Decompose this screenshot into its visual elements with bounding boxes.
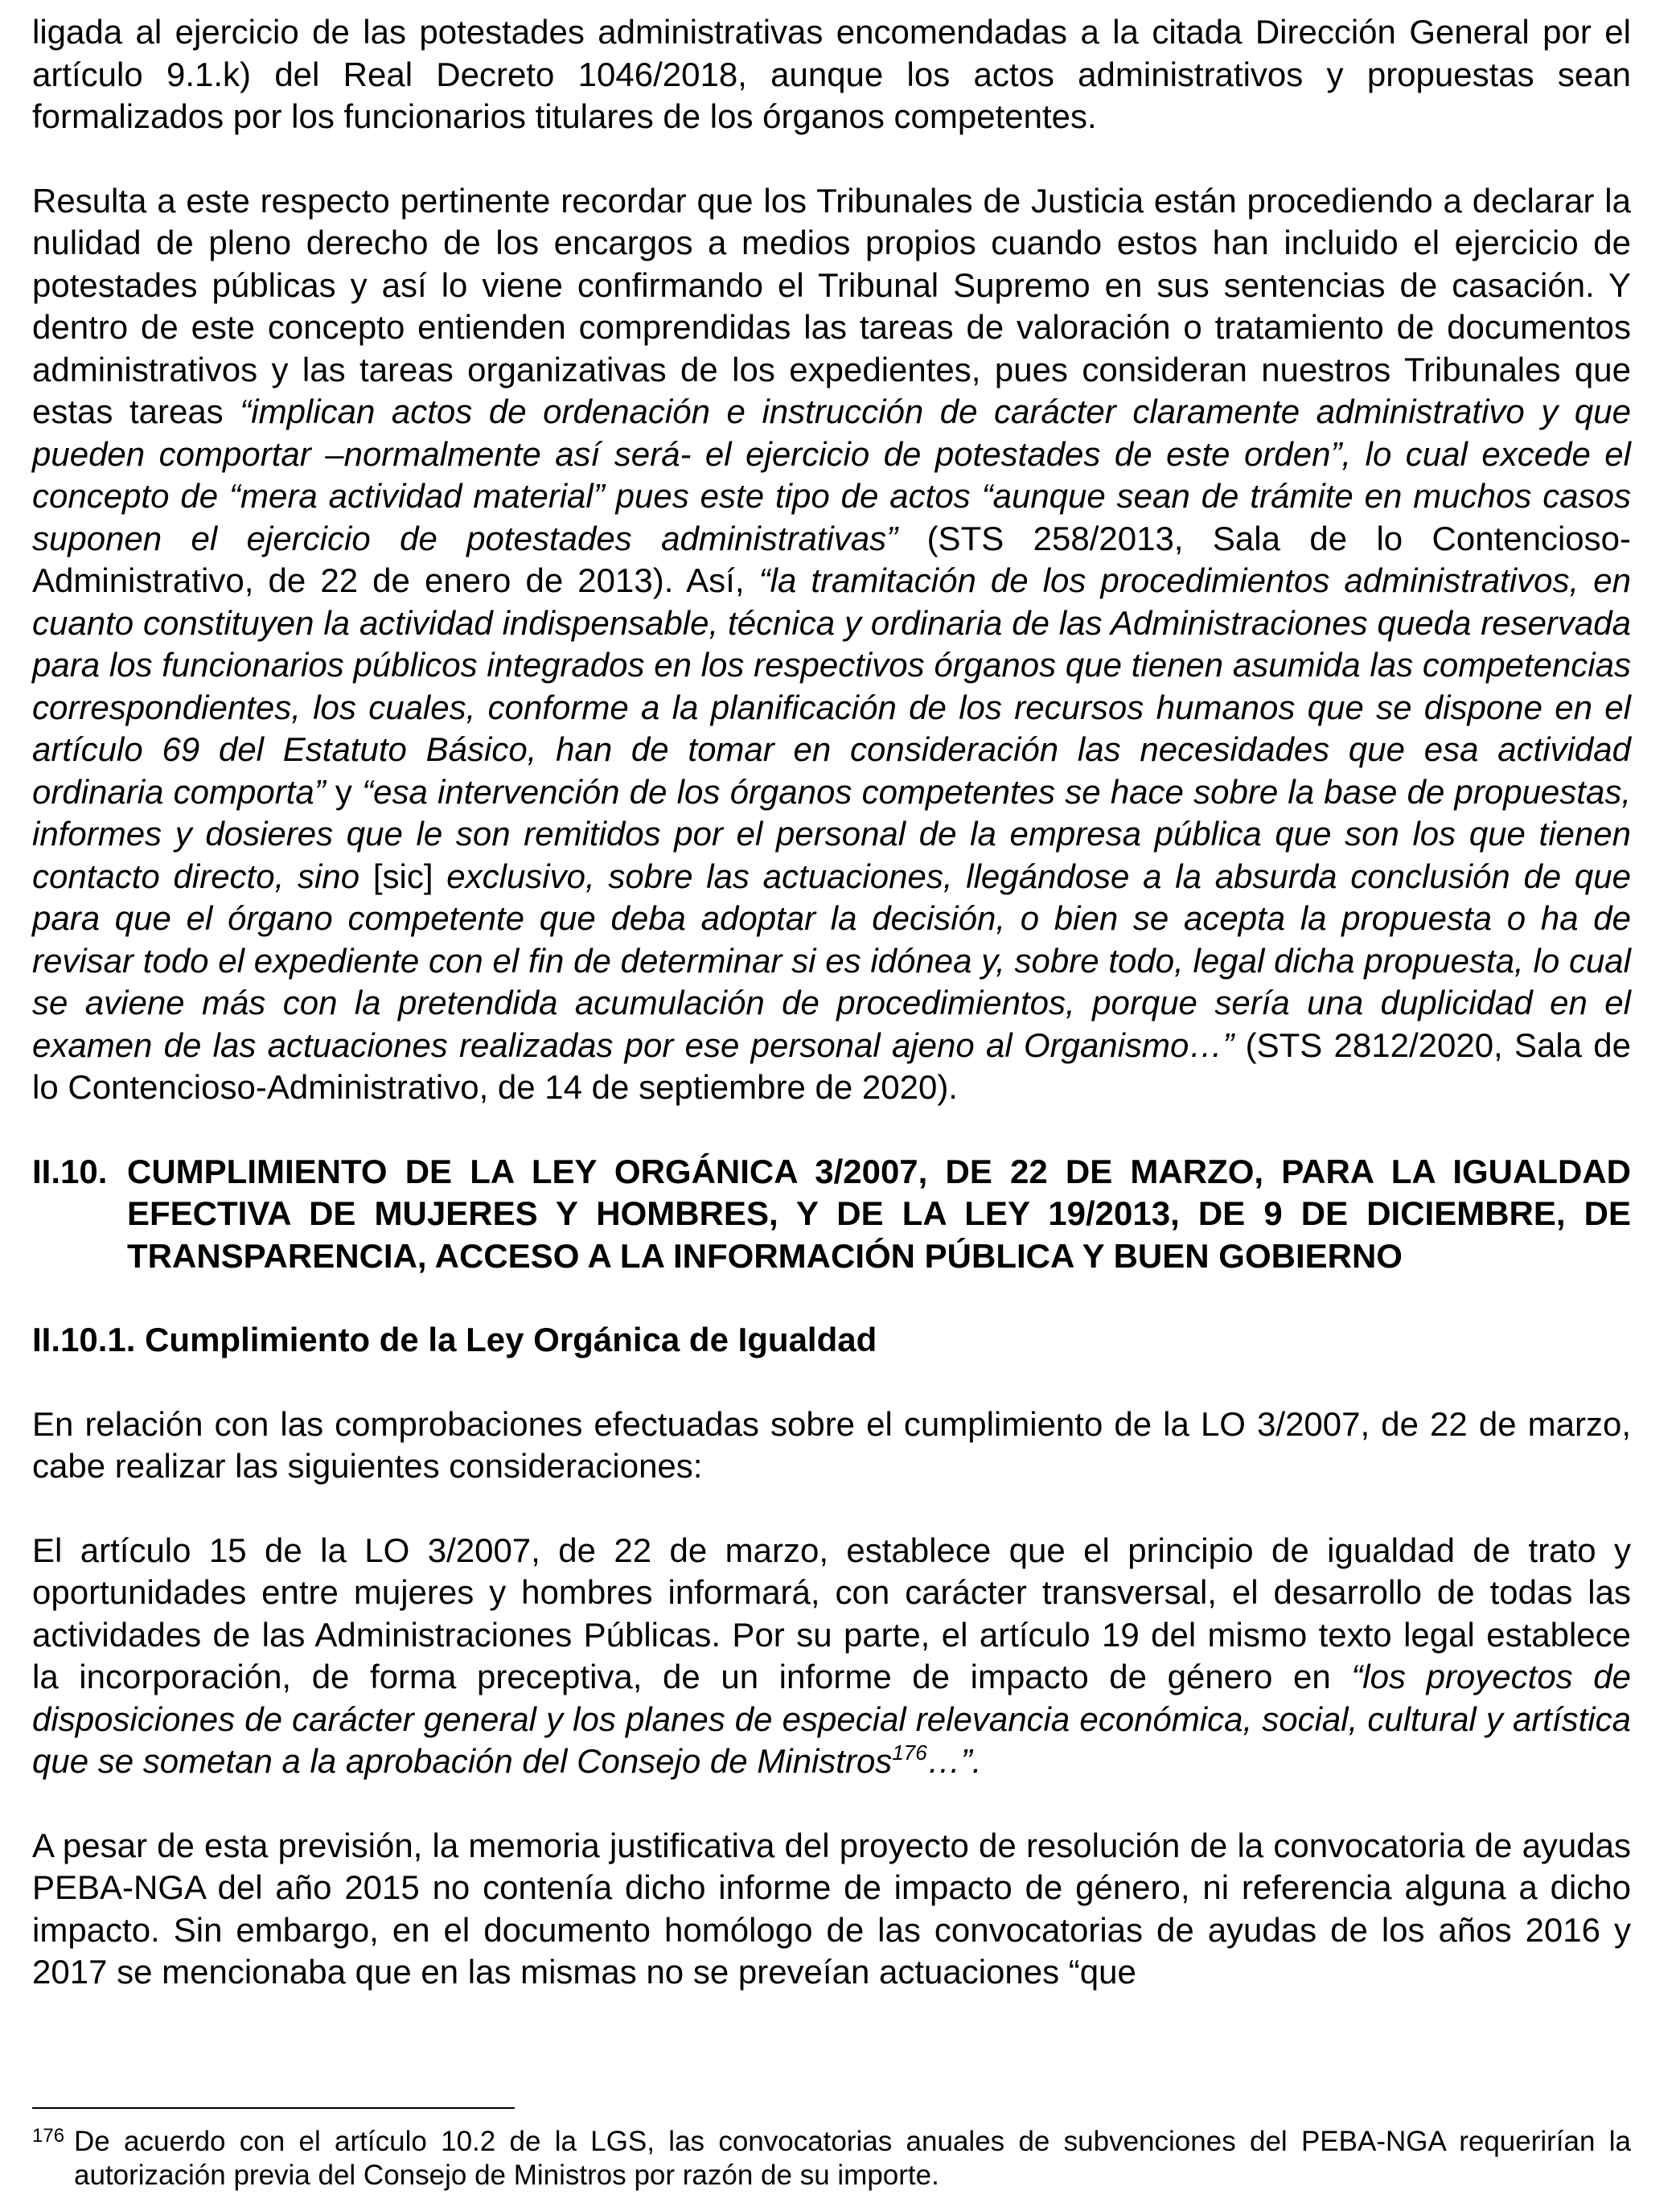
- footnote-mark: 176: [32, 2125, 65, 2147]
- section-title: CUMPLIMIENTO DE LA LEY ORGÁNICA 3/2007, DE 22 DE MARZO, PARA LA IGUALDAD EFECTIVA DE MUJERES Y HOMBRES, Y DE LA LEY 19/2013, DE 9 DE DICIEMBRE, DE TRANSPARENCIA, ACCESO A LA INFORMACIÓN PÚBLICA Y BUEN GOBIERNO: [127, 1152, 1631, 1275]
- article-19-quote-text: “los proyectos de disposiciones de carácter general y los planes de especial relevancia económica, social, cultural y artística que se sometan a la aprobación del Consejo de Ministros: [32, 1658, 1631, 1780]
- case-law-citation-2: (STS 2812/2020, Sala de lo Contencioso-Administrativo, de 14 de septiembre de 2020).: [32, 1025, 1632, 1106]
- footnote-reference: 176: [892, 1740, 927, 1765]
- footnote-text: De acuerdo con el artículo 10.2 de la LGS, las convocatorias anuales de subvenciones del PEBA-NGA requerirían la autorización previa del Consejo de Ministros por razón de su importe.: [74, 2126, 1631, 2191]
- subsection-heading: II.10.1. Cumplimiento de la Ley Orgánica de Igualdad: [32, 1321, 877, 1358]
- case-law-quote-2: “la tramitación de los procedimientos administrativos, en cuanto constituyen la actividad indispensable, técnica y ordinaria de las Administraciones queda reservada para los funcionarios públicos integrados en los respectivos órganos que tienen asumida las competencias correspondientes, los cuales, conforme a la planificación de los recursos humanos que se dispone en el artículo 69 del Estatuto Básico, han de tomar en consideración las necesidades que esa actividad ordinaria comporta”: [32, 561, 1631, 811]
- footnote-separator: [32, 2107, 515, 2109]
- case-law-quote-3: “esa intervención de los órganos competentes se hace sobre la base de propuestas, informes y dosieres que le son remitidos por el personal de la empresa pública que son los que tienen contacto directo, sino: [32, 772, 1631, 895]
- case-law-quote-4: exclusivo, sobre las actuaciones, llegándose a la absurda conclusión de que para que el órgano competente que deba adoptar la decisión, o bien se acepta la propuesta o ha de revisar todo el expediente con el fin de determinar si es idónea y, sobre todo, legal dicha propuesta, lo cual se aviene más con la pretendida acumulación de procedimientos, porque sería una duplicidad en el examen de las actuaciones realizadas por ese personal ajeno al Organismo…”: [32, 857, 1631, 1064]
- paragraph-peba-nga: A pesar de esta previsión, la memoria justificativa del proyecto de resolución de la convocatoria de ayudas PEBA-NGA del año 2015 no contenía dicho informe de impacto de género, ni referencia alguna a dicho impacto. Sin embargo, en el documento homólogo de las convocatorias de ayudas de los años 2016 y 2017 se mencionaba que en las mismas no se preveían actuaciones “que: [32, 1826, 1631, 1991]
- paragraph-case-law: [32, 180, 1631, 1109]
- case-law-text-1: Resulta a este respecto pertinente recordar que los Tribunales de Justicia están procediendo a declarar la nulidad de pleno derecho de los encargos a medios propios cuando estos han incluido el ejercicio de potestades públicas y así lo viene confirmando el Tribunal Supremo en sus sentencias de casación. Y dentro de este concepto entienden comprendidas las tareas de valoración o tratamiento de documentos administrativos y las tareas organizativas de los expedientes, pues consideran nuestros Tribunales que estas tareas: [32, 181, 1631, 430]
- article-15-text: El artículo 15 de la LO 3/2007, de 22 de marzo, establece que el principio de igualdad de trato y oportunidades entre mujeres y hombres informará, con carácter transversal, el desarrollo de todas las actividades de las Administraciones Públicas. Por su parte, el artículo 19 del mismo texto legal establece la incorporación, de forma preceptiva, de un informe de impacto de género en: [32, 1531, 1631, 1695]
- case-law-connector: y: [325, 772, 363, 811]
- case-law-sic: [sic]: [359, 857, 447, 895]
- footnote: [32, 2125, 1631, 2193]
- paragraph-considerations: En relación con las comprobaciones efectuadas sobre el cumplimiento de la LO 3/2007, de 22 de marzo, cabe realizar las siguientes consideraciones:: [32, 1404, 1631, 1485]
- paragraph-article-15: [32, 1530, 1631, 1783]
- article-19-quote-end: …”.: [926, 1742, 982, 1780]
- section-number: II.10.: [32, 1152, 108, 1190]
- case-law-citation-1: (STS 258/2013, Sala de lo Contencioso-Administrativo, de 22 de enero de 2013). Así,: [32, 519, 1632, 599]
- case-law-quote-1: “implican actos de ordenación e instrucción de carácter claramente administrativo y que pueden comportar –normalmente así será- el ejercicio de potestades de este orden”, lo cual excede el concepto de “mera actividad material” pues este tipo de actos “aunque sean de trámite en muchos casos suponen el ejercicio de potestades administrativas”: [32, 392, 1631, 557]
- paragraph-intro-continuation: ligada al ejercicio de las potestades administrativas encomendadas a la citada Dirección General por el artículo 9.1.k) del Real Decreto 1046/2018, aunque los actos administrativos y propuestas sean formalizados por los funcionarios titulares de los órganos competentes.: [32, 13, 1631, 135]
- document-page: [32, 11, 1631, 1994]
- section-heading: [32, 1151, 1631, 1278]
